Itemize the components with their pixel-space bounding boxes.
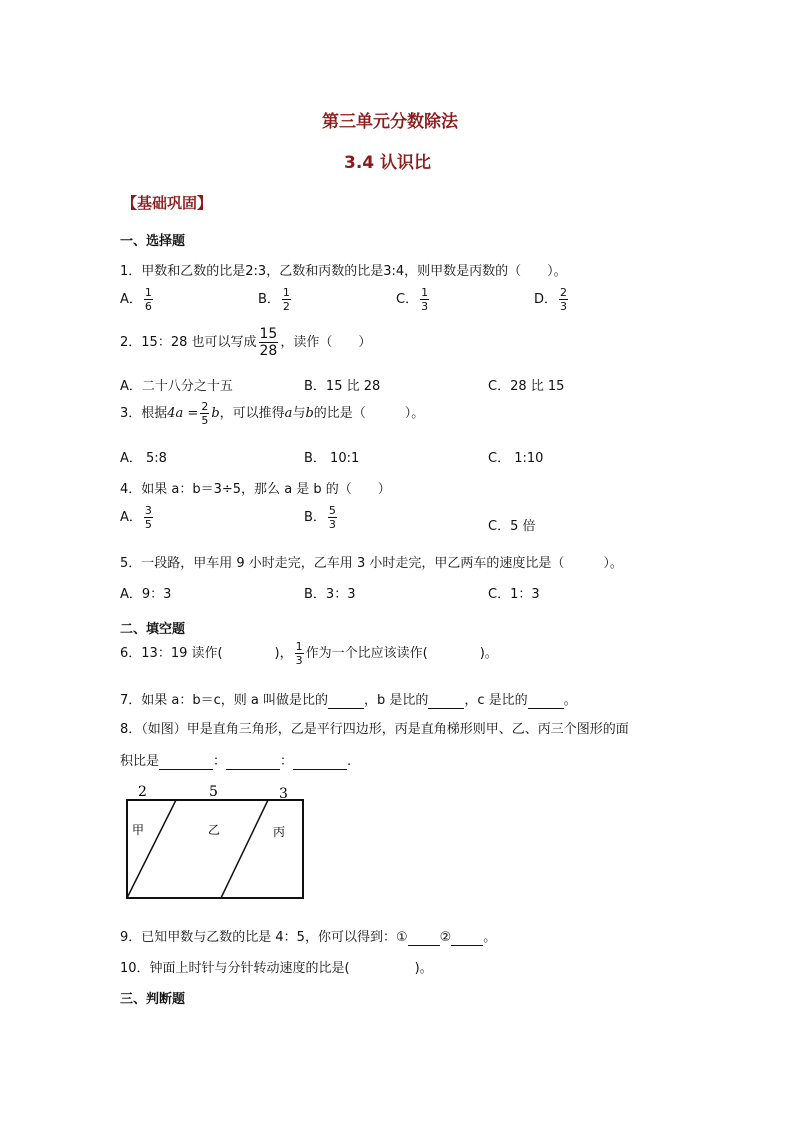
q3-post: 的比是（ ）。 (313, 406, 425, 421)
figure-line-right (221, 800, 268, 898)
q7-part2: ，b 是比的 (364, 693, 429, 708)
q9-part1: 9．已知甲数与乙数的比是 4：5，你可以得到：① (120, 930, 408, 945)
section-heading-fill: 二、填空题 (120, 622, 186, 637)
q3-var-b: b (305, 406, 314, 421)
figure-label-top-3: 3 (279, 786, 288, 802)
q1-option-b (258, 287, 293, 312)
q3-option-a: A． 5:8 (120, 451, 167, 466)
q6-pre: 6．13：19 读作( )， (120, 646, 293, 661)
q5-option-c: C．1：3 (488, 587, 540, 602)
q8-pre: 积比是 (120, 754, 160, 769)
figure-label-yi: 乙 (208, 823, 221, 837)
q7-part1: 7．如果 a：b＝c，则 a 叫做是比的 (120, 693, 329, 708)
fraction: $\frac{3}{5}$ (144, 504, 152, 531)
option-label: D． (534, 292, 558, 307)
option-label: A． (120, 292, 142, 307)
figure-label-jia: 甲 (132, 823, 145, 837)
option-label: A． (120, 510, 142, 525)
q3-mid: ，可以推得 (219, 406, 285, 421)
question-10-text: 10．钟面上时针与分针转动速度的比是( )。 (120, 961, 433, 976)
fraction: $\frac{1}{3}$ (421, 286, 429, 313)
q2-option-b: B．15 比 28 (304, 379, 381, 394)
question-1-text: 1．甲数和乙数的比是2:3，乙数和丙数的比是3:4，则甲数是丙数的（ ）。 (120, 264, 567, 279)
q8-colon: ： (280, 754, 294, 769)
option-label: C． (396, 292, 419, 307)
q1-option-a (120, 287, 155, 312)
figure-label-top-2: 5 (209, 784, 218, 800)
section-heading-judge: 三、判断题 (120, 992, 186, 1007)
q9-part3: 。 (483, 930, 497, 945)
question-6-text (120, 641, 498, 666)
figure-rectangle (127, 800, 303, 898)
q2-pre: 2．15：28 也可以写成 (120, 335, 257, 350)
q3-option-c: C． 1:10 (488, 451, 544, 466)
q4-option-b (304, 505, 339, 530)
answer-blank[interactable] (159, 754, 213, 770)
q8-figure (118, 780, 318, 905)
question-9-text (120, 926, 496, 946)
q2-post: ，读作（ ） (280, 335, 372, 350)
q2-option-c: C．28 比 15 (488, 379, 565, 394)
q4-option-a (120, 505, 155, 530)
section-tag: 【基础巩固】 (122, 194, 213, 212)
q1-option-c (396, 287, 431, 312)
fraction: $\frac{5}{3}$ (328, 504, 336, 531)
fraction: $\frac{1}{2}$ (282, 286, 290, 313)
question-5-text: 5．一段路，甲车用 9 小时走完，乙车用 3 小时走完，甲乙两车的速度比是（ ）。 (120, 556, 623, 571)
lesson-subtitle: 3.4 认识比 (344, 153, 432, 173)
question-3-text (120, 401, 424, 426)
answer-blank[interactable] (328, 693, 364, 709)
fraction: $\frac{15}{28}$ (259, 326, 278, 359)
q6-post: 作为一个比应该读作( )。 (305, 646, 498, 661)
q3-option-b: B． 10:1 (304, 451, 360, 466)
fraction: $\frac{1}{3}$ (295, 640, 303, 667)
q3-var-a: a (284, 406, 293, 421)
answer-blank[interactable] (226, 754, 280, 770)
question-4-text: 4．如果 a：b＝3÷5，那么 a 是 b 的（ ） (120, 482, 391, 497)
fraction: $\frac{2}{5}$ (201, 400, 209, 427)
q8-end: . (347, 754, 352, 769)
option-label: B． (258, 292, 280, 307)
question-7-text (120, 689, 577, 709)
figure-label-bing: 丙 (273, 825, 286, 839)
q3-equation-right: b (211, 406, 220, 421)
q3-and: 与 (292, 406, 306, 421)
page-title: 第三单元分数除法 (322, 112, 458, 132)
q3-pre: 3．根据 (120, 406, 168, 421)
answer-blank[interactable] (408, 930, 440, 946)
q3-equation-left: 4a = (167, 406, 199, 421)
q5-option-b: B．3：3 (304, 587, 356, 602)
figure-line-left (127, 800, 176, 898)
answer-blank[interactable] (451, 930, 483, 946)
q2-option-a: A．二十八分之十五 (120, 379, 233, 394)
question-2-text (120, 327, 371, 358)
question-8-line1: 8．（如图）甲是直角三角形，乙是平行四边形，丙是直角梯形则甲、乙、丙三个图形的面 (120, 722, 629, 737)
figure-label-top-1: 2 (138, 784, 147, 800)
q5-option-a: A．9：3 (120, 587, 172, 602)
answer-blank[interactable] (528, 693, 564, 709)
q4-option-c: C．5 倍 (488, 519, 536, 534)
q7-part4: 。 (563, 693, 577, 708)
q7-part3: ，c 是比的 (464, 693, 528, 708)
section-heading-choice: 一、选择题 (120, 234, 186, 249)
q1-option-d (534, 287, 570, 312)
option-label: B． (304, 510, 326, 525)
answer-blank[interactable] (293, 754, 347, 770)
answer-blank[interactable] (428, 693, 464, 709)
q9-part2: ② (439, 930, 452, 945)
q8-colon: ： (213, 754, 227, 769)
fraction: $\frac{1}{6}$ (144, 286, 152, 313)
question-8-line2 (120, 750, 351, 770)
fraction: $\frac{2}{3}$ (560, 286, 568, 313)
